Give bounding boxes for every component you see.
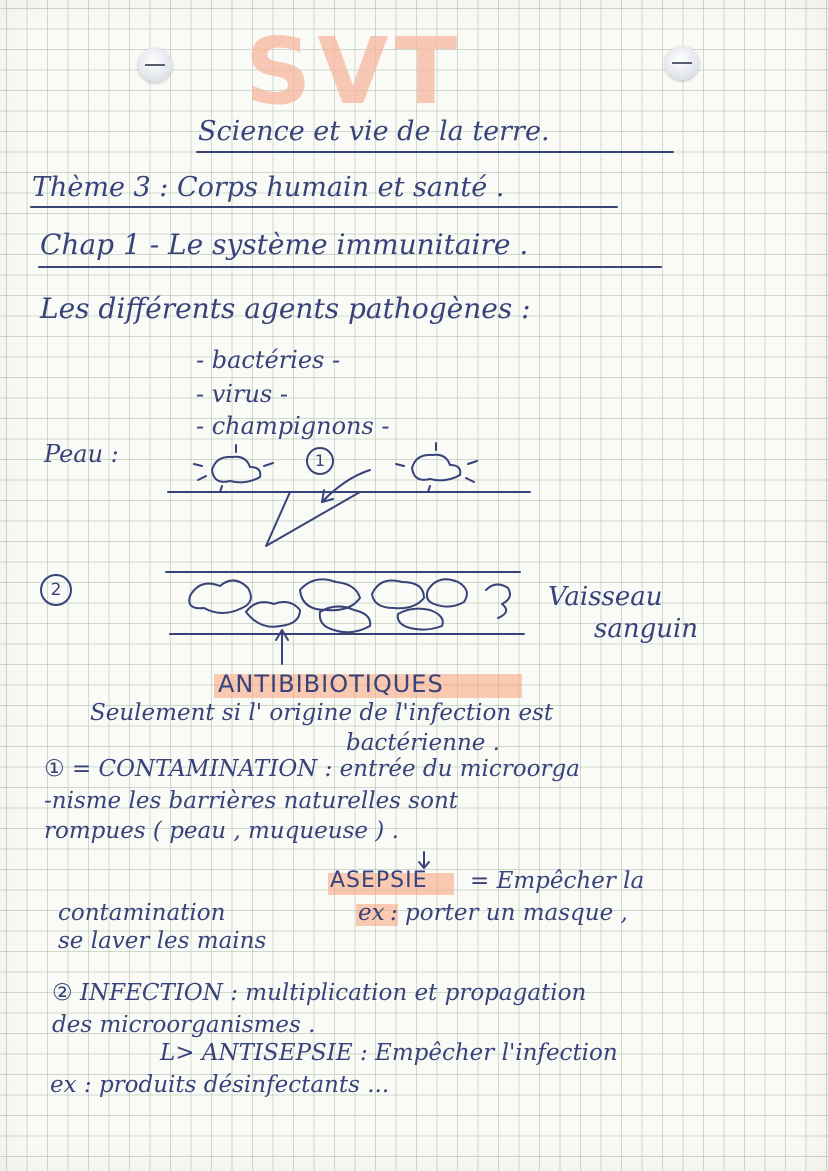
asepsie-term: ASEPSIE: [330, 868, 428, 893]
asepsie-line-2: contamination: [58, 900, 226, 926]
step-1-marker: 1: [324, 447, 334, 475]
subject-title: Science et vie de la terre.: [198, 116, 550, 147]
bacterium-left: [212, 457, 260, 483]
agent-item: - bactéries -: [196, 346, 341, 374]
agents-intro: Les différents agents pathogènes :: [40, 292, 531, 325]
infection-line-1: [52, 980, 586, 1006]
infection-text: INFECTION : multiplication et propagation: [79, 980, 587, 1006]
theme-heading: Thème 3 : Corps humain et santé .: [32, 172, 505, 203]
contamination-line-3: rompues ( peau , muqueuse ) .: [44, 818, 399, 844]
contamination-marker: ①: [44, 756, 65, 782]
svt-logo: SVT: [245, 18, 464, 125]
vessel-bacteria: [189, 579, 510, 632]
antisepsie-example: ex : produits désinfectants ...: [50, 1072, 390, 1098]
asepsie-arrow: [419, 852, 429, 868]
antibiotics-note-line-2: bactérienne .: [346, 730, 500, 756]
vessel-arrow: [276, 630, 288, 664]
asepsie-line-3: se laver les mains: [58, 928, 267, 954]
wound-cut: [266, 492, 360, 546]
contamination-line-2: -nisme les barrières naturelles sont: [44, 788, 458, 814]
step-2-marker: 2: [40, 574, 72, 606]
vessel-label-line-1: Vaisseau: [548, 582, 663, 612]
asepsie-example: : porter un masque ,: [390, 900, 628, 926]
infection-marker: ②: [52, 980, 73, 1006]
skin-label: Peau :: [44, 440, 119, 468]
infection-line-2: des microorganismes .: [52, 1012, 316, 1038]
agent-item: - virus -: [196, 380, 288, 408]
bacteria-rays: [194, 443, 477, 492]
vessel-label-line-2: sanguin: [594, 614, 699, 644]
contamination-line-1: [44, 756, 580, 782]
antisepsie-line: L> ANTISEPSIE : Empêcher l'infection: [160, 1040, 618, 1066]
ex-label: ex: [358, 900, 385, 926]
bacterium-right: [412, 455, 460, 481]
antibiotics-note-line-1: Seulement si l' origine de l'infection est: [90, 700, 554, 726]
agent-item: - champignons -: [196, 412, 390, 440]
antibiotics-title: ANTIBIBIOTIQUES: [218, 670, 444, 698]
chapter-heading: Chap 1 - Le système immunitaire .: [40, 228, 529, 261]
contamination-text: = CONTAMINATION : entrée du microorga: [71, 756, 580, 782]
asepsie-definition: = Empêcher la: [470, 868, 645, 894]
